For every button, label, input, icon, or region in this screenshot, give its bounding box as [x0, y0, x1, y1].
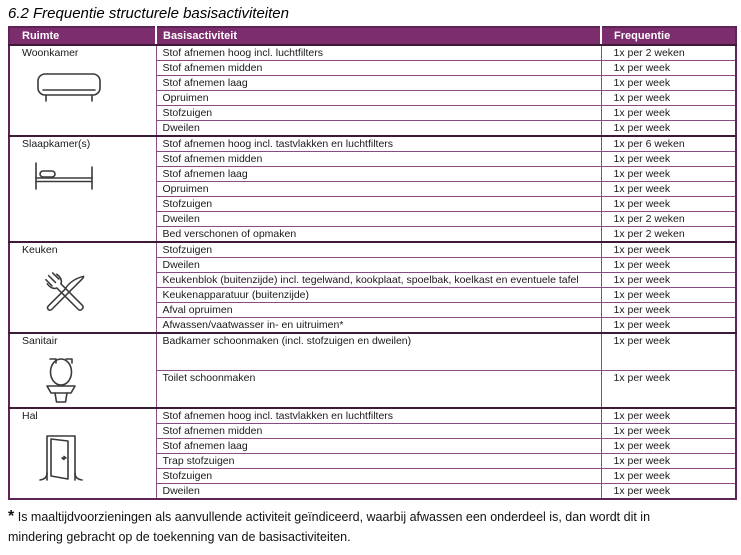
frequency-cell: 1x per week [601, 484, 736, 500]
activity-cell: Stof afnemen laag [156, 167, 601, 182]
room-label: Hal [22, 410, 38, 422]
activity-cell: Stofzuigen [156, 197, 601, 212]
footnote-line1 [8, 507, 738, 527]
footnote [8, 507, 738, 547]
activity-cell: Bed verschonen of opmaken [156, 227, 601, 243]
footnote-text-line2: mindering gebracht op de toekenning van de basisactiviteiten. [8, 530, 351, 544]
frequency-cell: 1x per week [601, 303, 736, 318]
door-icon [22, 430, 152, 486]
toilet-icon [22, 355, 152, 407]
room-cell [9, 242, 156, 333]
footnote-text-line1: Is maaltijdvoorzieningen als aanvullende activiteit geïndiceerd, waarbij afwassen een onderdeel is, dan wordt dit in [17, 510, 651, 524]
frequency-cell: 1x per week [601, 167, 736, 182]
frequency-cell: 1x per week [601, 91, 736, 106]
frequency-cell: 1x per week [601, 454, 736, 469]
header-row [9, 27, 736, 45]
frequency-cell: 1x per week [601, 197, 736, 212]
room-cell [9, 333, 156, 408]
frequency-cell: 1x per week [601, 258, 736, 273]
activity-cell: Stof afnemen hoog incl. tastvlakken en luchtfilters [156, 136, 601, 152]
activity-cell: Dweilen [156, 258, 601, 273]
frequency-cell: 1x per week [601, 408, 736, 424]
room-cell [9, 136, 156, 242]
frequency-cell: 1x per week [601, 318, 736, 334]
cutlery-icon [22, 264, 152, 322]
frequency-cell: 1x per week [601, 333, 736, 371]
frequency-cell: 1x per 2 weken [601, 227, 736, 243]
frequency-cell: 1x per week [601, 288, 736, 303]
frequency-cell: 1x per week [601, 76, 736, 91]
room-label: Slaapkamer(s) [22, 138, 91, 150]
activity-cell: Dweilen [156, 484, 601, 500]
column-header-ruimte: Ruimte [9, 27, 156, 45]
frequency-cell: 1x per week [601, 242, 736, 258]
activity-cell: Stof afnemen hoog incl. tastvlakken en luchtfilters [156, 408, 601, 424]
footnote-asterisk: * [8, 508, 15, 525]
frequency-cell: 1x per week [601, 182, 736, 197]
room-label: Woonkamer [22, 47, 79, 59]
frequency-cell: 1x per week [601, 152, 736, 167]
bed-icon [22, 161, 152, 191]
frequency-cell: 1x per week [601, 121, 736, 137]
frequency-table [8, 26, 737, 500]
activity-cell: Trap stofzuigen [156, 454, 601, 469]
room-label: Keuken [22, 244, 58, 256]
frequency-cell: 1x per week [601, 273, 736, 288]
activity-cell: Stof afnemen hoog incl. luchtfilters [156, 45, 601, 61]
activity-cell: Keukenapparatuur (buitenzijde) [156, 288, 601, 303]
activity-cell: Stof afnemen midden [156, 424, 601, 439]
table-row [9, 136, 736, 152]
activity-cell: Keukenblok (buitenzijde) incl. tegelwand, kookplaat, spoelbak, koelkast en eventuele tafel [156, 273, 601, 288]
activity-cell: Afwassen/vaatwasser in- en uitruimen* [156, 318, 601, 334]
frequency-cell: 1x per week [601, 424, 736, 439]
activity-cell: Dweilen [156, 121, 601, 137]
activity-cell: Stof afnemen laag [156, 76, 601, 91]
room-cell [9, 408, 156, 499]
activity-cell: Stof afnemen midden [156, 152, 601, 167]
frequency-cell: 1x per 2 weken [601, 212, 736, 227]
activity-cell: Dweilen [156, 212, 601, 227]
frequency-cell: 1x per week [601, 61, 736, 76]
table-header [9, 27, 736, 45]
frequency-cell: 1x per week [601, 371, 736, 409]
table-body [9, 45, 736, 499]
activity-cell: Stofzuigen [156, 242, 601, 258]
frequency-cell: 1x per week [601, 106, 736, 121]
activity-cell: Afval opruimen [156, 303, 601, 318]
activity-cell: Stof afnemen laag [156, 439, 601, 454]
column-header-frequentie: Frequentie [601, 27, 736, 45]
activity-cell: Opruimen [156, 91, 601, 106]
activity-cell: Stof afnemen midden [156, 61, 601, 76]
activity-cell: Stofzuigen [156, 469, 601, 484]
activity-cell: Toilet schoonmaken [156, 371, 601, 409]
sofa-icon [22, 67, 152, 107]
room-cell [9, 45, 156, 136]
activity-cell: Opruimen [156, 182, 601, 197]
table-row [9, 242, 736, 258]
table-row [9, 408, 736, 424]
table-row [9, 333, 736, 371]
frequency-cell: 1x per 2 weken [601, 45, 736, 61]
room-label: Sanitair [22, 335, 58, 347]
activity-cell: Stofzuigen [156, 106, 601, 121]
activity-cell: Badkamer schoonmaken (incl. stofzuigen en dweilen) [156, 333, 601, 371]
page-title: 6.2 Frequentie structurele basisactiviteiten [8, 5, 289, 22]
table-row [9, 45, 736, 61]
frequency-cell: 1x per week [601, 439, 736, 454]
frequency-cell: 1x per 6 weken [601, 136, 736, 152]
column-header-basisactiviteit: Basisactiviteit [156, 27, 601, 45]
frequency-cell: 1x per week [601, 469, 736, 484]
